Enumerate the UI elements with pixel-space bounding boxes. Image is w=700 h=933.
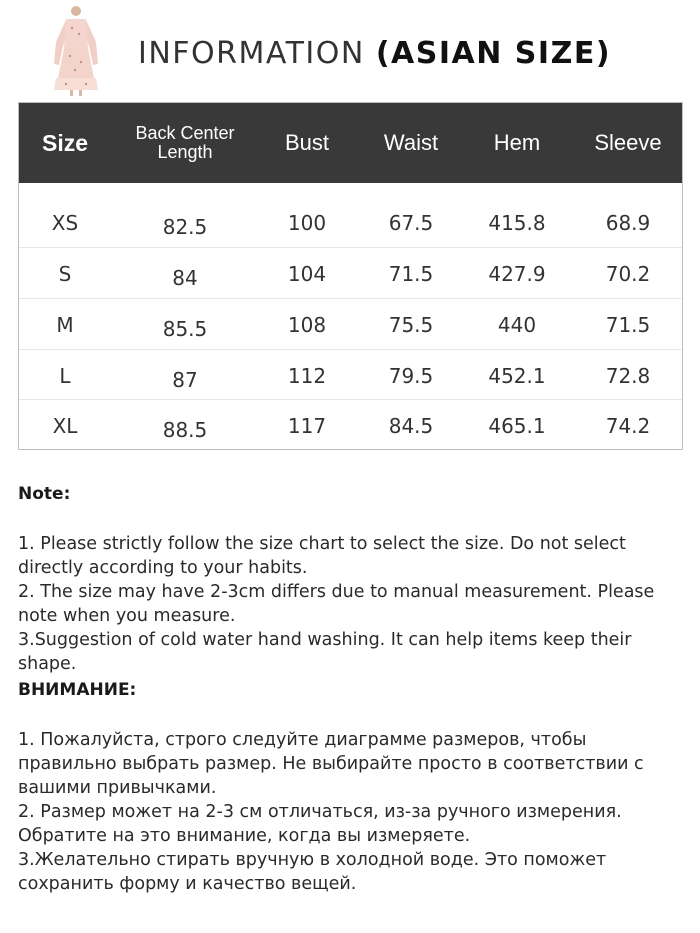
cell-bust: 104 xyxy=(287,261,327,286)
table-row xyxy=(19,247,682,299)
cell-hem: 440 xyxy=(497,312,537,337)
column-header-sleeve: Sleeve xyxy=(594,130,662,155)
notes-russian-heading: ВНИМАНИЕ: xyxy=(18,680,137,700)
cell-size: XS xyxy=(51,210,79,235)
notes-english-heading: Note: xyxy=(18,484,71,504)
cell-back-center-length: 85.5 xyxy=(162,316,208,341)
dress-thumbnail-icon xyxy=(48,4,104,96)
table-row xyxy=(19,298,682,350)
page-title xyxy=(138,34,611,74)
note-english-item-3: 3.Suggestion of cold water hand washing. It can help items keep their shape. xyxy=(18,630,632,674)
cell-size: XL xyxy=(52,413,78,438)
page-title-light: INFORMATION xyxy=(138,36,376,71)
column-header-hem: Hem xyxy=(493,130,541,155)
cell-hem: 452.1 xyxy=(488,363,546,388)
cell-hem: 465.1 xyxy=(488,413,546,438)
cell-bust: 100 xyxy=(287,210,327,235)
cell-bust: 117 xyxy=(287,413,327,438)
cell-bust: 108 xyxy=(287,312,327,337)
cell-sleeve: 72.8 xyxy=(605,363,651,388)
cell-waist: 75.5 xyxy=(388,312,434,337)
note-english-item-1: 1. Please strictly follow the size chart to select the size. Do not select directly according to your habits. xyxy=(18,534,626,578)
table-row xyxy=(19,399,682,451)
size-table xyxy=(18,102,683,450)
table-row xyxy=(19,197,682,248)
cell-back-center-length: 88.5 xyxy=(162,417,208,442)
cell-back-center-length: 87 xyxy=(172,367,198,392)
cell-waist: 71.5 xyxy=(388,261,434,286)
cell-waist: 84.5 xyxy=(388,413,434,438)
note-english-item-2: 2. The size may have 2-3cm differs due to manual measurement. Please note when you measure. xyxy=(18,582,655,626)
notes-russian xyxy=(18,678,682,896)
header xyxy=(0,0,700,100)
page-title-bold: (ASIAN SIZE) xyxy=(375,36,612,71)
cell-sleeve: 70.2 xyxy=(605,261,651,286)
cell-bust: 112 xyxy=(287,363,327,388)
note-russian-item-3: 3.Желательно стирать вручную в холодной воде. Это поможет сохранить форму и качество вещей. xyxy=(18,850,607,894)
cell-size: S xyxy=(58,261,72,286)
cell-size: L xyxy=(59,363,71,388)
column-header-size: Size xyxy=(41,129,89,156)
cell-waist: 67.5 xyxy=(388,210,434,235)
notes-english xyxy=(18,482,682,676)
cell-waist: 79.5 xyxy=(388,363,434,388)
cell-sleeve: 74.2 xyxy=(605,413,651,438)
cell-back-center-length: 84 xyxy=(172,265,198,290)
column-header-back-center-length: Back Center Length xyxy=(135,123,235,162)
note-russian-item-1: 1. Пожалуйста, строго следуйте диаграмме размеров, чтобы правильно выбрать размер. Не выбирайте просто в соответствии с вашими привычками. xyxy=(18,730,644,798)
cell-back-center-length: 82.5 xyxy=(162,214,208,239)
cell-hem: 415.8 xyxy=(488,210,546,235)
table-header xyxy=(19,103,682,183)
note-russian-item-2: 2. Размер может на 2-3 см отличаться, из-за ручного измерения. Обратите на это внимание, когда вы измеряете. xyxy=(18,802,622,846)
column-header-bust: Bust xyxy=(284,130,330,155)
cell-size: M xyxy=(56,312,74,337)
table-row xyxy=(19,349,682,401)
cell-sleeve: 71.5 xyxy=(605,312,651,337)
cell-hem: 427.9 xyxy=(488,261,546,286)
cell-sleeve: 68.9 xyxy=(605,210,651,235)
column-header-waist: Waist xyxy=(383,130,439,155)
